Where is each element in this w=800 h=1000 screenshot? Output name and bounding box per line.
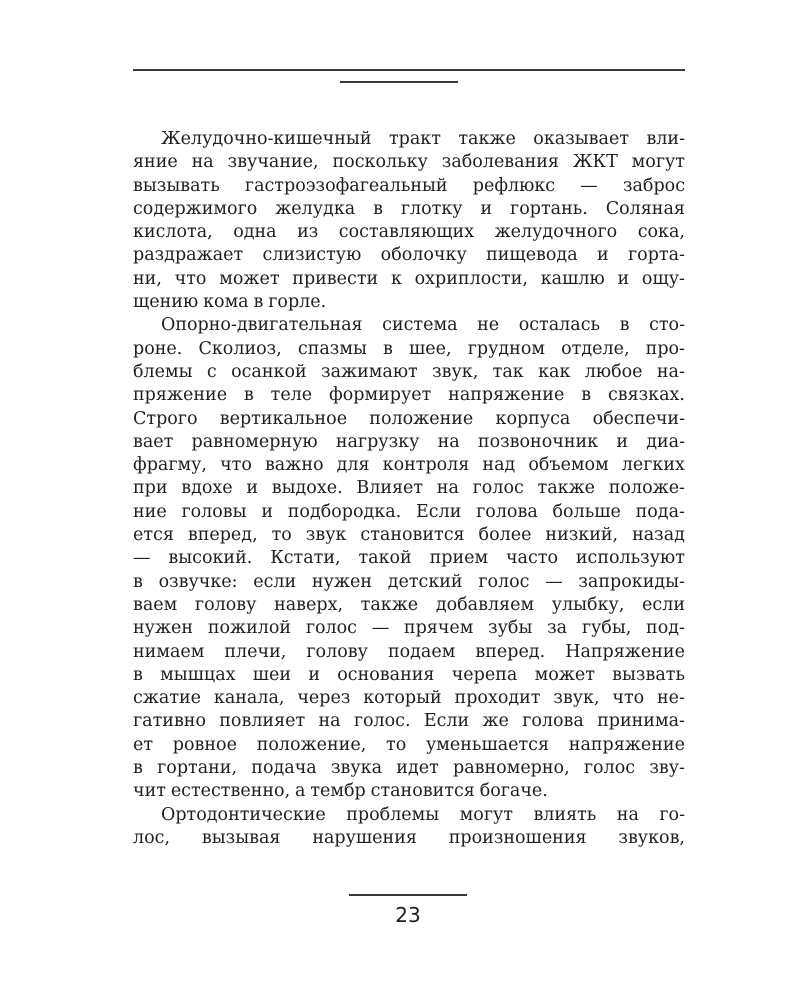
text-line: в мышцах шеи и основания черепа может вызвать [133,664,685,685]
text-line: лос, вызывая нарушения произношения звуков, [133,827,685,848]
header-rule [133,69,685,71]
text-line: Ортодонтические проблемы могут влиять на го- [161,804,685,825]
text-line: ние головы и подбородка. Если голова больше пода- [133,501,685,522]
text-line: ется вперед, то звук становится более низкий, назад [133,525,685,546]
text-line: чит естественно, а тембр становится богаче. [133,781,548,802]
text-line: вызывать гастроэзофагеальный рефлюкс — заброс [133,175,685,196]
text-line: ваем голову наверх, также добавляем улыбку, если [133,594,685,615]
text-line: пряжение в теле формирует напряжение в связках. [133,385,685,406]
body-text [133,128,685,850]
text-line: раздражает слизистую оболочку пищевода и горта- [133,245,685,266]
text-line: ет ровное положение, то уменьшается напряжение [133,734,685,755]
text-line: — высокий. Кстати, такой прием часто используют [133,548,685,569]
text-line: нужен пожилой голос — прячем зубы за губы, под- [133,618,685,639]
text-line: ни, что может привести к охриплости, кашлю и ощу- [133,268,685,289]
text-line: Желудочно-кишечный тракт также оказывает вли- [161,129,685,149]
text-line: в гортани, подача звука идет равномерно, голос зву- [133,758,685,779]
text-line: нимаем плечи, голову подаем вперед. Напряжение [133,641,685,662]
text-line: роне. Сколиоз, спазмы в шее, грудном отделе, про- [133,338,685,359]
text-line: в озвучке: если нужен детский голос — запрокиды- [133,571,685,592]
header-short-rule [340,81,458,83]
text-line: вает равномерную нагрузку на позвоночник и диа- [133,431,685,452]
text-line: Строго вертикальное положение корпуса обеспечи- [133,408,685,429]
text-line: при вдохе и выдохе. Влияет на голос также положе- [133,478,685,499]
text-line: блемы с осанкой зажимают звук, так как любое на- [133,361,685,382]
footer-rule [349,894,467,896]
page-number: 23 [395,903,421,927]
text-line: сжатие канала, через который проходит звук, что не- [133,688,685,709]
text-line: яние на звучание, поскольку заболевания ЖКТ могут [133,152,685,173]
text-line: Опорно-двигательная система не осталась в сто- [161,315,685,336]
text-line: содержимого желудка в глотку и гортань. Соляная [133,198,685,219]
text-line: фрагму, что важно для контроля над объемом легких [133,455,685,476]
text-line: кислота, одна из составляющих желудочного сока, [133,222,685,243]
text-line: гативно повлияет на голос. Если же голова принима- [133,711,685,732]
text-line: щению кома в горле. [133,292,327,313]
